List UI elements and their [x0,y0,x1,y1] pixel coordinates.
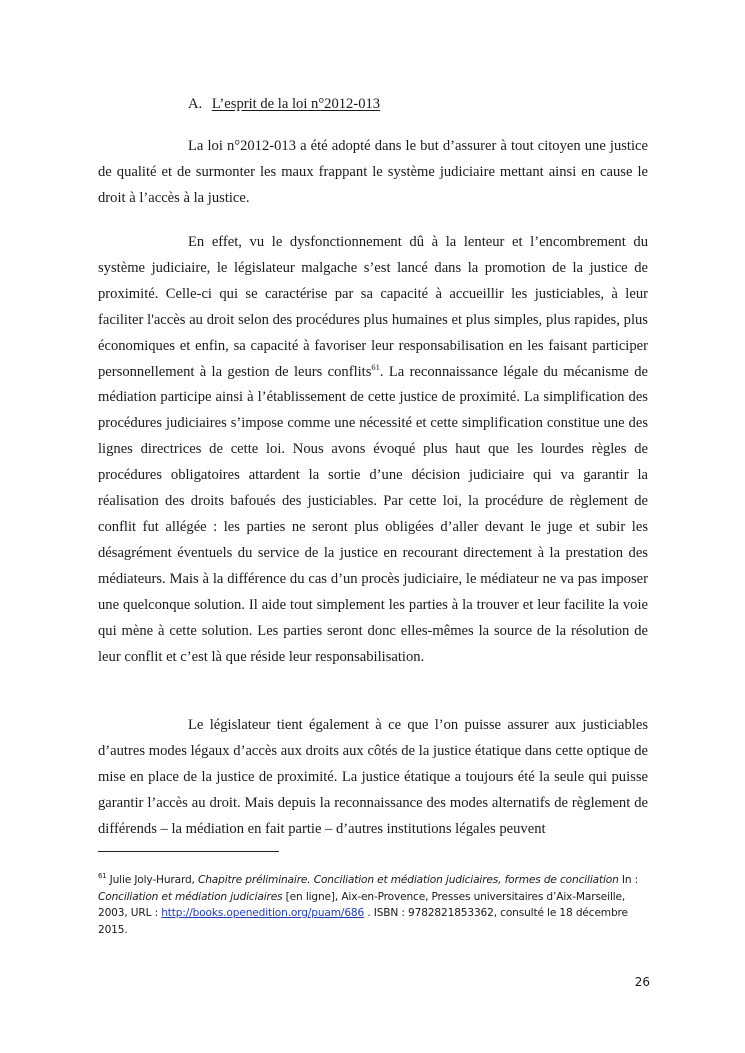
paragraph-3 [98,713,648,843]
footnote-isbn-consulted: . ISBN : 9782821853362, consulté le 18 décembre 2015. [98,907,628,936]
footnote-reference[interactable]: 61 [371,361,380,372]
footnote-url-link[interactable]: http://books.openedition.org/puam/686 [161,907,365,919]
footnote-separator [98,851,279,852]
section-heading [188,92,380,117]
paragraph-1 [98,134,648,212]
footnote-book-title: Conciliation et médiation judiciaires [98,890,283,903]
footnote-author: Julie Joly-Hurard, [109,874,198,886]
paragraph-2-text-b: . La reconnaissance légale du mécanisme de médiation participe ainsi à l’établissement de cette justice de proximité. La simplification des procédures judiciaires s’impose comme une nécessité et cette simplification constitue une des lignes directrices de cette loi. Nous avons évoqué plus haut que les lourdes règles de procédures obligatoires attardent la sortie d’une décision judiciaire qui va garantir la réalisation des droits bafoués des justiciables. Par cette loi, la procédure de règlement de conflit fut allégée : les parties ne seront plus obligées d’aller devant le juge et subir les désagrément éventuels du service de la justice en recourant directement à la prestation des médiateurs. Mais à la différence du cas d’un procès judiciaire, le médiateur ne va pas imposer une quelconque solution. Il aide tout simplement les parties à la trouver et leur facilite la voie qui mène à cette solution. Les parties seront donc elles-mêmes la source de la résolution de leur conflit et c’est là que réside leur responsabilisation. [98,363,648,665]
paragraph-3-text: Le législateur tient également à ce que l’on puisse assurer aux justiciables d’autres modes légaux d’accès aux droits aux côtés de la justice étatique dans cette optique de mise en place de la justice de proximité. La justice étatique a toujours été la seule qui puisse garantir l’accès au droit. Mais depuis la reconnaissance des modes alternatifs de règlement de différends – la médiation en fait partie – d’autres institutions légales peuvent [98,717,648,837]
paragraph-1-text: La loi n°2012-013 a été adopté dans le but d’assurer à tout citoyen une justice de qualité et de surmonter les maux frappant le système judiciaire mettant ainsi en cause le droit à l’accès à la justice. [98,138,648,206]
paragraph-2-text-a: En effet, vu le dysfonctionnement dû à la lenteur et l’encombrement du système judiciaire, le législateur malgache s’est lancé dans la promotion de la justice de proximité. Celle-ci qui se caractérise par sa capacité à accueillir les justiciables, à leur faciliter l'accès au droit selon des procédures plus humaines et plus simples, plus rapides, plus économiques et enfin, sa capacité à favoriser leur responsabilisation en les faisant participer personnellement à la gestion de leurs conflits [98,234,648,380]
footnote-in-label: In : [618,874,639,886]
footnote-number: 61 [98,872,107,881]
paragraph-2 [98,230,648,670]
section-title: L’esprit de la loi n°2012-013 [211,96,381,112]
footnote-chapter-title: Chapitre préliminaire. Conciliation et médiation judiciaires, formes de conciliation [197,874,619,886]
footnote-publication: [en ligne], Aix-en-Provence, Presses universitaires d’Aix-Marseille, 2003, URL : [98,890,626,919]
page-number: 26 [634,975,650,989]
section-number: A. [188,96,203,112]
footnote-61 [98,872,654,938]
